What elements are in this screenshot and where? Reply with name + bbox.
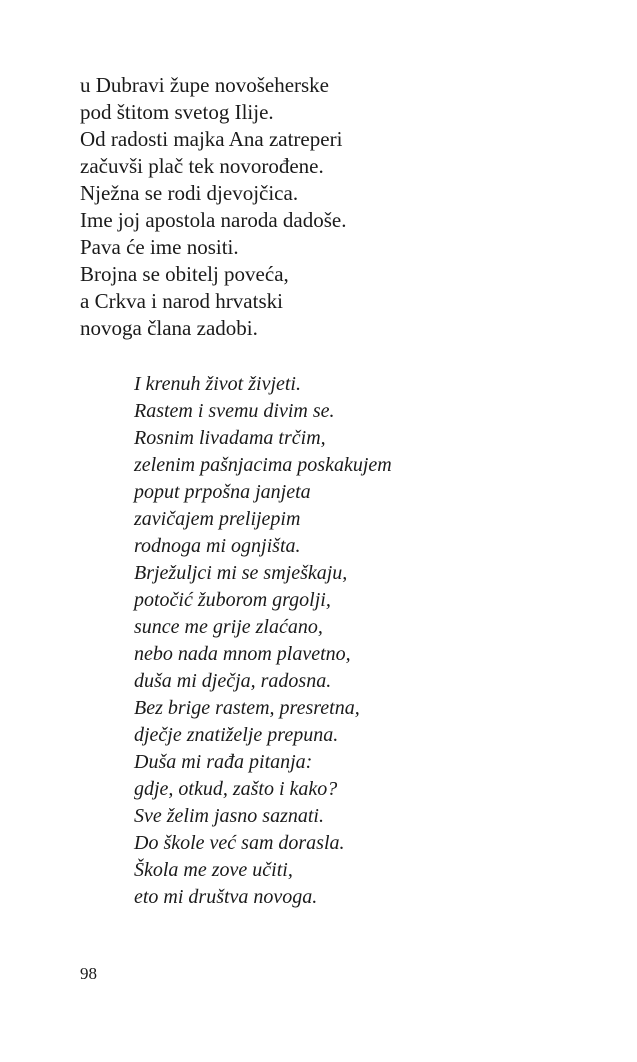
poem-line: Duša mi rađa pitanja:	[134, 751, 313, 773]
poem-line: Do škole već sam dorasla.	[134, 832, 345, 854]
poem-line: Brježuljci mi se smješkaju,	[134, 562, 348, 584]
stanza-italic	[134, 371, 392, 911]
poem-line: Sve želim jasno saznati.	[134, 805, 324, 827]
poem-line: u Dubravi župe novošeherske	[80, 73, 330, 97]
poem-line: Nježna se rodi djevojčica.	[80, 181, 299, 205]
poem-line: začuvši plač tek novorođene.	[80, 154, 324, 178]
poem-line: Od radosti majka Ana zatreperi	[80, 127, 343, 151]
poem-line: Rosnim livadama trčim,	[134, 427, 326, 449]
poem-line: duša mi dječja, radosna.	[134, 670, 332, 692]
poem-line: poput prpošna janjeta	[134, 481, 311, 503]
poem-line: Rastem i svemu divim se.	[134, 400, 335, 422]
poem-line: a Crkva i narod hrvatski	[80, 289, 283, 313]
poem-line: Ime joj apostola naroda dadoše.	[80, 208, 347, 232]
poem-line: zavičajem prelijepim	[134, 508, 301, 530]
poem-line: pod štitom svetog Ilije.	[80, 100, 274, 124]
poem-line: Brojna se obitelj poveća,	[80, 262, 289, 286]
poem-line: rodnoga mi ognjišta.	[134, 535, 301, 557]
poem-line: sunce me grije zlaćano,	[134, 616, 323, 638]
poem-line: eto mi društva novoga.	[134, 886, 318, 908]
poem-line: gdje, otkud, zašto i kako?	[134, 778, 338, 800]
poem-line: Škola me zove učiti,	[134, 859, 293, 881]
poem-line: potočić žuborom grgolji,	[134, 589, 331, 611]
poem-line: Pava će ime nositi.	[80, 235, 239, 259]
poem-line: dječje znatiželje prepuna.	[134, 724, 339, 746]
poem-line: nebo nada mnom plavetno,	[134, 643, 351, 665]
poem-line: Bez brige rastem, presretna,	[134, 697, 360, 719]
poem-line: zelenim pašnjacima poskakujem	[134, 454, 392, 476]
poem-line: I krenuh život živjeti.	[134, 373, 301, 395]
page-number: 98	[80, 964, 97, 983]
stanza-upright	[80, 72, 347, 342]
poem-line: novoga člana zadobi.	[80, 316, 258, 340]
